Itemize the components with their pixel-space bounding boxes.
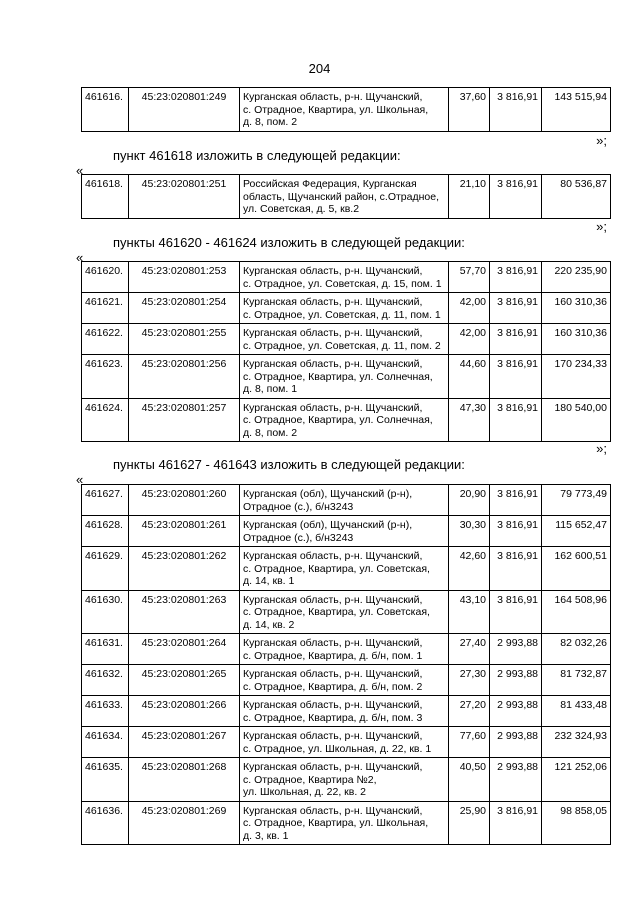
cadastral-value: 98 858,05 bbox=[542, 801, 611, 845]
cadastral-number: 45:23:020801:257 bbox=[129, 398, 240, 442]
table-row bbox=[82, 293, 611, 324]
close-quote: »; bbox=[596, 133, 607, 148]
address-line: с. Отрадное, Квартира, ул. Солнечная, bbox=[243, 414, 433, 426]
instruction-text: пункт 461618 изложить в следующей редакции: bbox=[113, 148, 401, 163]
cadastral-number: 45:23:020801:254 bbox=[129, 293, 240, 324]
address bbox=[240, 175, 449, 219]
cadastral-number: 45:23:020801:256 bbox=[129, 355, 240, 399]
address bbox=[240, 324, 449, 355]
rate: 2 993,88 bbox=[490, 727, 542, 758]
rate: 3 816,91 bbox=[490, 262, 542, 293]
cadastral-value: 170 234,33 bbox=[542, 355, 611, 399]
area: 27,40 bbox=[449, 634, 490, 665]
address-line: с. Отрадное, ул. Советская, д. 11, пом. 1 bbox=[243, 308, 441, 321]
address-line: Курганская область, р-н. Щучанский, bbox=[243, 265, 423, 277]
cadastral-number: 45:23:020801:253 bbox=[129, 262, 240, 293]
row-number: 461620. bbox=[82, 262, 129, 293]
table-row bbox=[82, 590, 611, 634]
address bbox=[240, 293, 449, 324]
address-line: ул. Школьная, д. 22, кв. 2 bbox=[243, 786, 367, 798]
rate: 3 816,91 bbox=[490, 590, 542, 634]
row-number: 461616. bbox=[82, 88, 129, 132]
address-line: Курганская область, р-н. Щучанский, bbox=[243, 699, 423, 711]
cadastral-number: 45:23:020801:267 bbox=[129, 727, 240, 758]
address-line: Курганская (обл), Щучанский (р-н), bbox=[243, 488, 413, 500]
address-line: с. Отрадное, Квартира, ул. Школьная, bbox=[243, 103, 429, 116]
cadastral-number: 45:23:020801:261 bbox=[129, 516, 240, 547]
open-quote: « bbox=[76, 163, 84, 178]
cadastral-value: 82 032,26 bbox=[542, 634, 611, 665]
address-line: д. 14, кв. 2 bbox=[243, 618, 295, 631]
cadastral-value: 115 652,47 bbox=[542, 516, 611, 547]
cadastral-value: 81 433,48 bbox=[542, 696, 611, 727]
cadastral-number: 45:23:020801:251 bbox=[129, 175, 240, 219]
address-line: Курганская область, р-н. Щучанский, bbox=[243, 327, 423, 339]
address-line: с. Отрадное, Квартира №2, bbox=[243, 773, 377, 786]
cadastral-number: 45:23:020801:260 bbox=[129, 485, 240, 516]
area: 43,10 bbox=[449, 590, 490, 634]
address-line: д. 3, кв. 1 bbox=[243, 829, 289, 842]
table-row bbox=[82, 665, 611, 696]
address bbox=[240, 88, 449, 132]
table-row bbox=[82, 727, 611, 758]
cadastral-number: 45:23:020801:249 bbox=[129, 88, 240, 132]
row-number: 461635. bbox=[82, 758, 129, 802]
cadastral-value: 232 324,93 bbox=[542, 727, 611, 758]
address-line: Курганская область, р-н. Щучанский, bbox=[243, 637, 423, 649]
cadastral-value: 143 515,94 bbox=[542, 88, 611, 132]
cadastral-value: 162 600,51 bbox=[542, 547, 611, 591]
row-number: 461623. bbox=[82, 355, 129, 399]
area: 42,60 bbox=[449, 547, 490, 591]
table-row bbox=[82, 696, 611, 727]
cadastral-value: 164 508,96 bbox=[542, 590, 611, 634]
address-line: с. Отрадное, Квартира, д. б/н, пом. 2 bbox=[243, 680, 423, 693]
table-row bbox=[82, 324, 611, 355]
address-line: с. Отрадное, Квартира, д. б/н, пом. 1 bbox=[243, 649, 423, 662]
row-number: 461621. bbox=[82, 293, 129, 324]
address-line: д. 8, пом. 2 bbox=[243, 116, 298, 128]
area: 44,60 bbox=[449, 355, 490, 399]
cadastral-value: 79 773,49 bbox=[542, 485, 611, 516]
table-row bbox=[82, 758, 611, 802]
address-line: с. Отрадное, Квартира, ул. Советская, bbox=[243, 562, 430, 575]
rate: 2 993,88 bbox=[490, 758, 542, 802]
cadastral-value: 81 732,87 bbox=[542, 665, 611, 696]
address-line: с. Отрадное, Квартира, ул. Школьная, bbox=[243, 817, 429, 829]
area: 40,50 bbox=[449, 758, 490, 802]
row-number: 461630. bbox=[82, 590, 129, 634]
address-line: д. 8, пом. 1 bbox=[243, 383, 298, 395]
table-row bbox=[82, 355, 611, 399]
table-row bbox=[82, 547, 611, 591]
address bbox=[240, 727, 449, 758]
table-row bbox=[82, 88, 611, 132]
address bbox=[240, 355, 449, 399]
area: 42,00 bbox=[449, 324, 490, 355]
address-line: область, Щучанский район, с.Отрадное, bbox=[243, 190, 439, 203]
address bbox=[240, 516, 449, 547]
rate: 3 816,91 bbox=[490, 293, 542, 324]
address-line: с. Отрадное, ул. Советская, д. 15, пом. 1 bbox=[243, 277, 442, 290]
cadastral-number: 45:23:020801:264 bbox=[129, 634, 240, 665]
area: 47,30 bbox=[449, 398, 490, 442]
address-line: Курганская область, р-н. Щучанский, bbox=[243, 761, 423, 773]
address bbox=[240, 758, 449, 802]
address-line: с. Отрадное, Квартира, ул. Солнечная, bbox=[243, 370, 433, 383]
address-line: Курганская область, р-н. Щучанский, bbox=[243, 550, 423, 562]
row-number: 461622. bbox=[82, 324, 129, 355]
address-line: Курганская область, р-н. Щучанский, bbox=[243, 401, 423, 414]
cadastral-number: 45:23:020801:266 bbox=[129, 696, 240, 727]
table-row bbox=[82, 398, 611, 442]
area: 57,70 bbox=[449, 262, 490, 293]
address bbox=[240, 262, 449, 293]
cadastral-number: 45:23:020801:268 bbox=[129, 758, 240, 802]
address-line: Курганская область, р-н. Щучанский, bbox=[243, 804, 423, 817]
instruction-text: пункты 461620 - 461624 изложить в следующей редакции: bbox=[113, 235, 465, 250]
instruction-text: пункты 461627 - 461643 изложить в следующей редакции: bbox=[113, 457, 465, 472]
cadastral-value: 180 540,00 bbox=[542, 398, 611, 442]
open-quote: « bbox=[76, 250, 84, 265]
cadastral-number: 45:23:020801:262 bbox=[129, 547, 240, 591]
address bbox=[240, 398, 449, 442]
address-line: Отрадное (с.), б/н3243 bbox=[243, 531, 354, 544]
cadastral-value: 160 310,36 bbox=[542, 324, 611, 355]
area: 37,60 bbox=[449, 88, 490, 132]
area: 27,30 bbox=[449, 665, 490, 696]
table-row bbox=[82, 801, 611, 845]
registry-table-4 bbox=[81, 484, 611, 845]
rate: 3 816,91 bbox=[490, 398, 542, 442]
address-line: Курганская (обл), Щучанский (р-н), bbox=[243, 519, 413, 531]
address-line: ул. Советская, д. 5, кв.2 bbox=[243, 203, 360, 215]
rate: 3 816,91 bbox=[490, 485, 542, 516]
registry-table-3 bbox=[81, 261, 611, 442]
rate: 3 816,91 bbox=[490, 324, 542, 355]
rate: 3 816,91 bbox=[490, 88, 542, 132]
area: 77,60 bbox=[449, 727, 490, 758]
rate: 3 816,91 bbox=[490, 516, 542, 547]
area: 27,20 bbox=[449, 696, 490, 727]
rate: 2 993,88 bbox=[490, 634, 542, 665]
area: 42,00 bbox=[449, 293, 490, 324]
cadastral-number: 45:23:020801:265 bbox=[129, 665, 240, 696]
registry-table-1 bbox=[81, 87, 611, 132]
address bbox=[240, 696, 449, 727]
address-line: Курганская область, р-н. Щучанский, bbox=[243, 730, 423, 742]
address-line: Российская Федерация, Курганская bbox=[243, 178, 417, 190]
rate: 3 816,91 bbox=[490, 175, 542, 219]
rate: 3 816,91 bbox=[490, 547, 542, 591]
address-line: Курганская область, р-н. Щучанский, bbox=[243, 668, 423, 680]
address-line: д. 14, кв. 1 bbox=[243, 575, 295, 587]
rate: 3 816,91 bbox=[490, 801, 542, 845]
cadastral-number: 45:23:020801:269 bbox=[129, 801, 240, 845]
row-number: 461631. bbox=[82, 634, 129, 665]
page-number: 204 bbox=[308, 61, 331, 76]
address-line: Курганская область, р-н. Щучанский, bbox=[243, 91, 423, 103]
address-line: д. 8, пом. 2 bbox=[243, 426, 298, 439]
address-line: с. Отрадное, Квартира, д. б/н, пом. 3 bbox=[243, 711, 423, 724]
address bbox=[240, 634, 449, 665]
address bbox=[240, 547, 449, 591]
rate: 2 993,88 bbox=[490, 696, 542, 727]
open-quote: « bbox=[76, 472, 84, 487]
table-row bbox=[82, 262, 611, 293]
table-row bbox=[82, 516, 611, 547]
row-number: 461632. bbox=[82, 665, 129, 696]
cadastral-number: 45:23:020801:255 bbox=[129, 324, 240, 355]
area: 30,30 bbox=[449, 516, 490, 547]
address-line: Курганская область, р-н. Щучанский, bbox=[243, 593, 423, 606]
address-line: с. Отрадное, Квартира, ул. Советская, bbox=[243, 606, 430, 618]
cadastral-value: 160 310,36 bbox=[542, 293, 611, 324]
rate: 3 816,91 bbox=[490, 355, 542, 399]
rate: 2 993,88 bbox=[490, 665, 542, 696]
cadastral-value: 220 235,90 bbox=[542, 262, 611, 293]
address bbox=[240, 485, 449, 516]
address bbox=[240, 590, 449, 634]
address bbox=[240, 665, 449, 696]
row-number: 461636. bbox=[82, 801, 129, 845]
address bbox=[240, 801, 449, 845]
row-number: 461633. bbox=[82, 696, 129, 727]
row-number: 461634. bbox=[82, 727, 129, 758]
area: 25,90 bbox=[449, 801, 490, 845]
close-quote: »; bbox=[596, 219, 607, 234]
address-line: Курганская область, р-н. Щучанский, bbox=[243, 358, 423, 370]
row-number: 461627. bbox=[82, 485, 129, 516]
close-quote: »; bbox=[596, 441, 607, 456]
address-line: Курганская область, р-н. Щучанский, bbox=[243, 296, 423, 308]
table-row bbox=[82, 485, 611, 516]
address-line: с. Отрадное, ул. Советская, д. 11, пом. 2 bbox=[243, 339, 441, 352]
cadastral-number: 45:23:020801:263 bbox=[129, 590, 240, 634]
area: 20,90 bbox=[449, 485, 490, 516]
table-row bbox=[82, 634, 611, 665]
area: 21,10 bbox=[449, 175, 490, 219]
row-number: 461618. bbox=[82, 175, 129, 219]
cadastral-value: 121 252,06 bbox=[542, 758, 611, 802]
address-line: Отрадное (с.), б/н3243 bbox=[243, 500, 354, 513]
registry-table-2 bbox=[81, 174, 611, 219]
cadastral-value: 80 536,87 bbox=[542, 175, 611, 219]
row-number: 461629. bbox=[82, 547, 129, 591]
address-line: с. Отрадное, ул. Школьная, д. 22, кв. 1 bbox=[243, 742, 432, 755]
row-number: 461628. bbox=[82, 516, 129, 547]
table-row bbox=[82, 175, 611, 219]
row-number: 461624. bbox=[82, 398, 129, 442]
